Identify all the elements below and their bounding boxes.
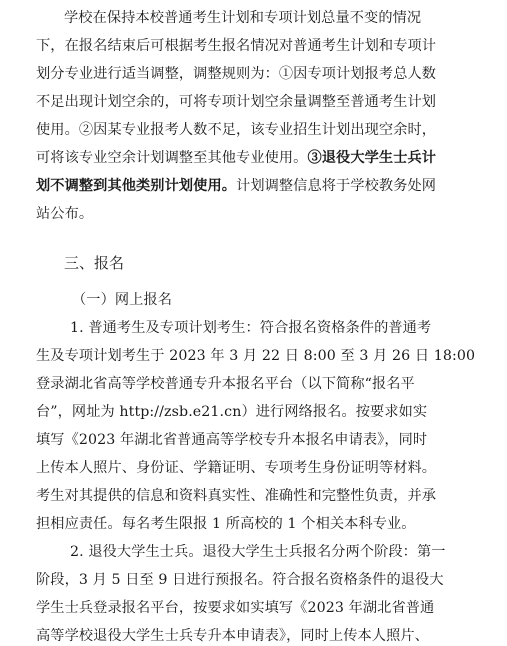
text-line (36, 176, 476, 196)
text-line: 生及专项计划考生于 2023 年 3 月 22 日 8:00 至 3 月 26 日 18:00 (36, 348, 476, 364)
text-line: 上传本人照片、身份证、学籍证明、专项考生身份证明等材料。 (36, 460, 437, 476)
text-line: 高等学校退役大学生士兵专升本申请表》，同时上传本人照片、 (36, 628, 429, 644)
text-line: 2. 退役大学生士兵。退役大学生士兵报名分两个阶段：第一 (70, 544, 446, 560)
bold-text-segment: ③退役大学生士兵计 (307, 150, 437, 166)
text-line: 下，在报名结束后可根据考生报名情况对普通考生计划和专项计 (36, 38, 437, 54)
section-heading: 三、报名 (64, 254, 125, 272)
text-line: 站公布。 (36, 206, 94, 222)
text-line: 担相应责任。每名考生限报 1 所高校的 1 个相关本科专业。 (36, 516, 416, 532)
text-segment: 可将该专业空余计划调整至其他专业使用。 (36, 150, 308, 166)
text-line: 不足出现计划空余的，可将专项计划空余量调整至普通考生计划 (36, 94, 437, 110)
subsection-heading: （一）网上报名 (72, 292, 173, 308)
text-segment: 计划调整信息将于学校教务处网 (236, 178, 437, 194)
text-line: 学生士兵登录报名平台，按要求如实填写《2023 年湖北省普通 (36, 600, 435, 616)
text-line: 台”，网址为 http://zsb.e21.cn）进行网络报名。按要求如实 (36, 404, 428, 420)
text-line: 填写《2023 年湖北省普通高等学校专升本报名申请表》，同时 (36, 432, 428, 448)
text-line: 划分专业进行适当调整，调整规则为：①因专项计划报考总人数 (36, 66, 437, 82)
text-line: 考生对其提供的信息和资料真实性、准确性和完整性负责，并承 (36, 488, 437, 504)
text-line: 学校在保持本校普通考生计划和专项计划总量不变的情况 (64, 10, 422, 26)
text-line: 使用。②因某专业报考人数不足，该专业招生计划出现空余时， (36, 122, 437, 138)
bold-text-segment: 划不调整到其他类别计划使用。 (36, 178, 237, 194)
text-line: 登录湖北省高等学校普通专升本报名平台（以下简称“报名平 (36, 376, 415, 392)
text-line: 阶段，3 月 5 日至 9 日进行预报名。符合报名资格条件的退役大 (36, 572, 444, 588)
text-line: 1. 普通考生及专项计划考生：符合报名资格条件的普通考 (70, 320, 432, 336)
text-line (36, 148, 476, 168)
